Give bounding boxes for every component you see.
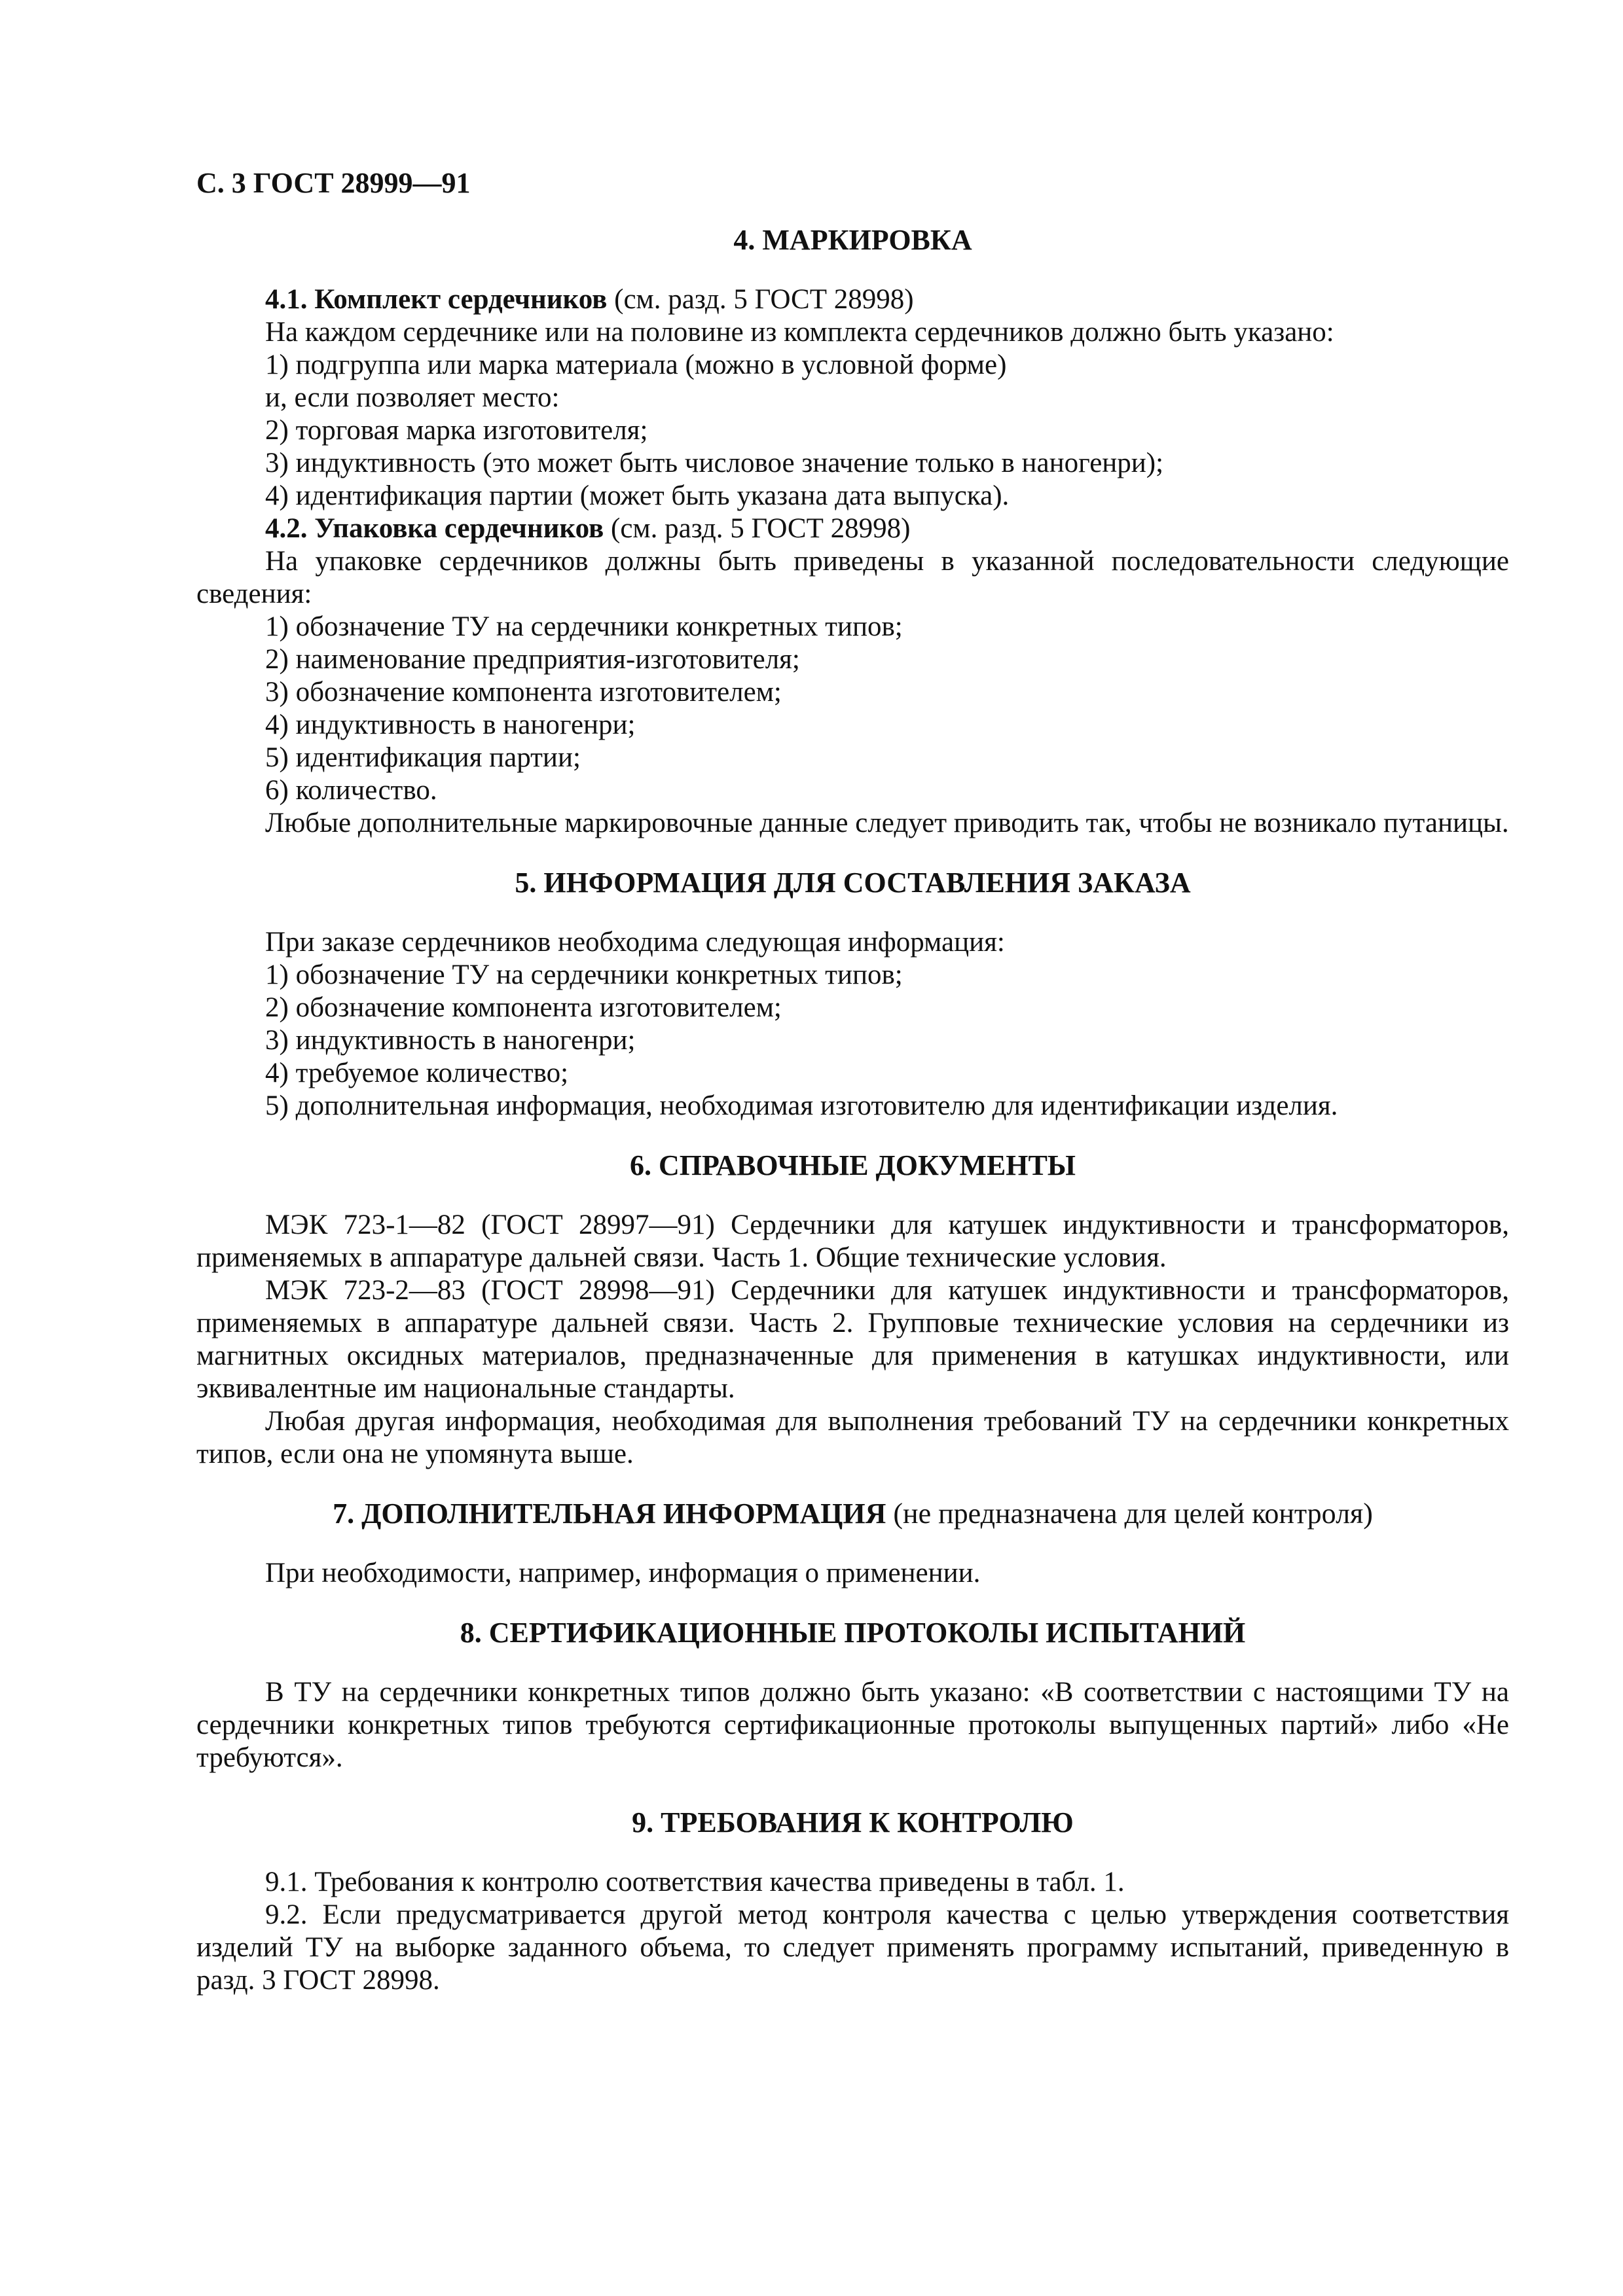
list-item: 2) наименование предприятия-изготовителя; [265,644,800,675]
section-8-text: В ТУ на сердечники конкретных типов должно быть указано: «В соответствии с настоящими ТУ на сердечники конкретных типов требуются сертификационные протоколы выпущенных партий» либо «Не требуются». [196,1677,1509,1773]
list-item: 5) идентификация партии; [265,742,581,773]
section-7-text: При необходимости, например, информация о применении. [265,1558,981,1588]
list-item: 1) обозначение ТУ на сердечники конкретных типов; [265,960,903,990]
clause-4-2-intro: На упаковке сердечников должны быть приведены в указанной последовательности следующие сведения: [196,546,1509,609]
list-item: 1) подгруппа или марка материала (можно в условной форме) [265,350,1007,380]
list-item: 4) требуемое количество; [265,1058,569,1088]
list-item: 1) обозначение ТУ на сердечники конкретных типов; [265,611,903,642]
section-7-title [196,1497,1509,1531]
list-item: 6) количество. [265,775,437,806]
section-5-intro: При заказе сердечников необходима следующая информация: [265,927,1005,958]
section-8-title: 8. СЕРТИФИКАЦИОННЫЕ ПРОТОКОЛЫ ИСПЫТАНИЙ [460,1617,1246,1649]
clause-4-1-reference: (см. разд. 5 ГОСТ 28998) [607,284,914,315]
clause-9-1: 9.1. Требования к контролю соответствия качества приведены в табл. 1. [265,1867,1125,1897]
clause-4-2-heading [196,512,1509,545]
list-item: 5) дополнительная информация, необходимая изготовителю для идентификации изделия. [265,1090,1338,1121]
clause-9-2: 9.2. Если предусматривается другой метод контроля качества с целью утверждения соответствия изделий ТУ на выборке заданного объема, то следует применять программу испытаний, приведенную в разд. 3 ГОСТ 28998. [196,1899,1509,1996]
clause-4-1-intro: На каждом сердечнике или на половине из комплекта сердечников должно быть указано: [265,317,1334,348]
list-item: 4) идентификация партии (может быть указана дата выпуска). [265,480,1010,511]
section-5-title: 5. ИНФОРМАЦИЯ ДЛЯ СОСТАВЛЕНИЯ ЗАКАЗА [515,867,1191,899]
list-item: 2) торговая марка изготовителя; [265,415,648,446]
list-item: 3) обозначение компонента изготовителем; [265,677,782,708]
section-7-title-note: (не предназначена для целей контроля) [886,1498,1373,1530]
list-item: 3) индуктивность (это может быть числовое значение только в наногенри); [265,448,1164,478]
section-6-title: 6. СПРАВОЧНЫЕ ДОКУМЕНТЫ [629,1149,1076,1181]
list-item: 3) индуктивность в наногенри; [265,1025,636,1056]
page-header: С. 3 ГОСТ 28999—91 [196,167,471,199]
clause-4-2-reference: (см. разд. 5 ГОСТ 28998) [604,513,911,544]
clause-4-1-heading [196,283,1509,316]
section-4-title: 4. МАРКИРОВКА [733,224,972,256]
document-page [196,167,1509,1997]
section-9-title: 9. ТРЕБОВАНИЯ К КОНТРОЛЮ [632,1806,1074,1839]
section-7-title-main: 7. ДОПОЛНИТЕЛЬНАЯ ИНФОРМАЦИЯ [333,1498,886,1530]
section-4-closing: Любые дополнительные маркировочные данные следует приводить так, чтобы не возникало путаницы. [265,808,1509,838]
reference-iec-723-1: МЭК 723-1—82 (ГОСТ 28997—91) Сердечники для катушек индуктивности и трансформаторов, применяемых в аппаратуре дальней связи. Часть 1. Общие технические условия. [196,1210,1509,1273]
list-condition: и, если позволяет место: [265,382,560,413]
reference-iec-723-2: МЭК 723-2—83 (ГОСТ 28998—91) Сердечники для катушек индуктивности и трансформаторов, применяемых в аппаратуре дальней связи. Часть 2. Групповые технические условия на сердечники из магнитных оксидных материалов, предназначенные для применения в катушках индуктивности, или эквивалентные им национальные стандарты. [196,1275,1509,1404]
clause-4-2-label: 4.2. Упаковка сердечников [265,513,604,544]
list-item: 4) индуктивность в наногенри; [265,709,636,740]
section-6-other-info: Любая другая информация, необходимая для выполнения требований ТУ на сердечники конкретных типов, если она не упомянута выше. [196,1406,1509,1469]
clause-4-1-label: 4.1. Комплект сердечников [265,284,608,315]
list-item: 2) обозначение компонента изготовителем; [265,992,782,1023]
